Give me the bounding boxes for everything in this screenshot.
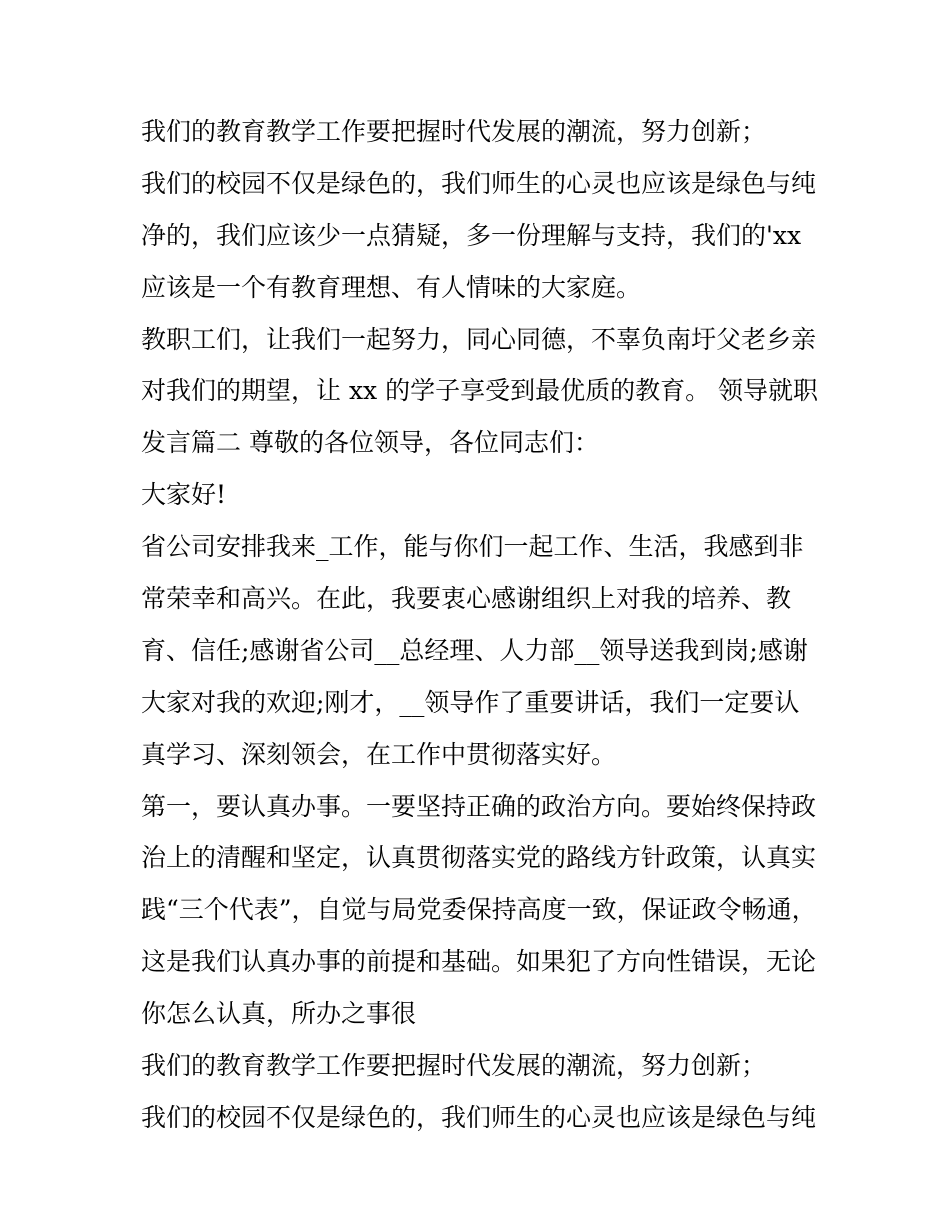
text-line: 常荣幸和高兴。在此，我要衷心感谢组织上对我的培养、教 <box>141 584 792 614</box>
text-line: 发言篇二 尊敬的各位领导，各位同志们： <box>141 428 599 458</box>
text-line: 第一，要认真办事。一要坚持正确的政治方向。要始终保持政 <box>141 791 817 821</box>
text-line: 省公司安排我来_工作，能与你们一起工作、生活，我感到非 <box>141 532 804 562</box>
document-body <box>141 106 821 1144</box>
text-line: 净的，我们应该少一点猜疑，多一份理解与支持，我们的'xx <box>141 220 802 250</box>
text-line: 我们的教育教学工作要把握时代发展的潮流，努力创新； <box>141 117 767 146</box>
text-line: 教职工们，让我们一起努力，同心同德，不辜负南圩父老乡亲 <box>141 324 817 354</box>
text-line: 对我们的期望，让 xx 的学子享受到最优质的教育。 领导就职 <box>141 376 819 406</box>
text-line: 我们的校园不仅是绿色的，我们师生的心灵也应该是绿色与纯 <box>141 168 817 198</box>
text-line: 大家对我的欢迎;刚才，__领导作了重要讲话，我们一定要认 <box>141 687 800 717</box>
text-line: 育、信任;感谢省公司__总经理、人力部__领导送我到岗;感谢 <box>141 635 808 665</box>
text-line: 这是我们认真办事的前提和基础。如果犯了方向性错误，无论 <box>141 947 817 977</box>
text-line: 治上的清醒和坚定，认真贯彻落实党的路线方针政策，认真实 <box>141 843 817 873</box>
text-line: 践“三个代表”，自觉与局党委保持高度一致，保证政令畅通， <box>141 895 817 925</box>
text-line: 我们的校园不仅是绿色的，我们师生的心灵也应该是绿色与纯 <box>141 1102 817 1132</box>
text-line: 真学习、深刻领会，在工作中贯彻落实好。 <box>141 739 617 769</box>
text-line: 你怎么认真，所办之事很 <box>141 999 417 1029</box>
text-line: 我们的教育教学工作要把握时代发展的潮流，努力创新； <box>141 1051 767 1081</box>
text-line: 应该是一个有教育理想、有人情味的大家庭。 <box>141 272 642 302</box>
text-line: 大家好! <box>141 480 227 510</box>
